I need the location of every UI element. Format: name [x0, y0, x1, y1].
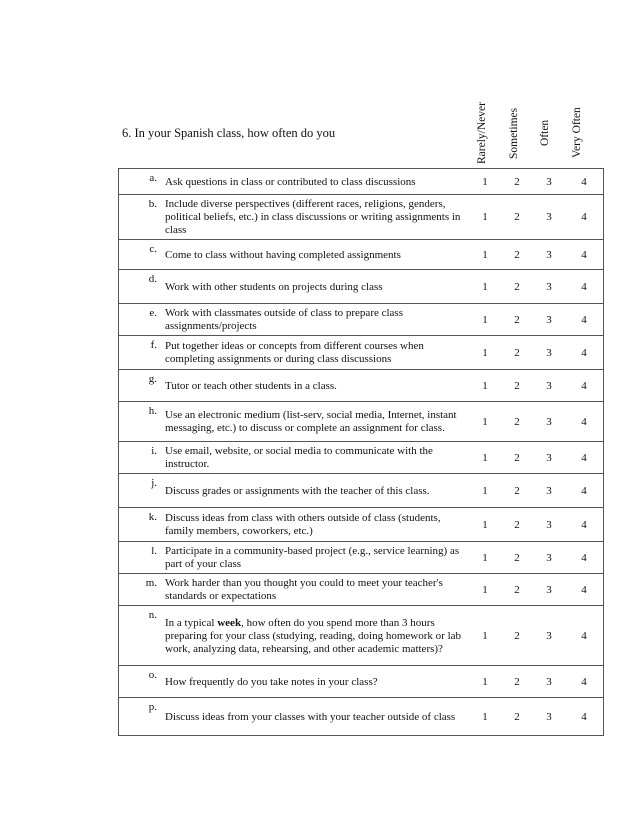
- item-text: Use email, website, or social media to communicate with the instructor.: [161, 442, 469, 474]
- item-text: Tutor or teach other students in a class.: [161, 370, 469, 402]
- survey-row: [119, 240, 604, 270]
- item-text: Participate in a community-based project (e.g., service learning) as part of your class: [161, 542, 469, 574]
- rating-option-2[interactable]: 2: [501, 370, 533, 402]
- survey-row: [119, 574, 604, 606]
- item-text: Come to class without having completed assignments: [161, 240, 469, 270]
- survey-row: [119, 474, 604, 508]
- rating-option-4[interactable]: 4: [565, 698, 604, 736]
- rating-option-1[interactable]: 1: [469, 606, 501, 666]
- item-text: How frequently do you take notes in your class?: [161, 666, 469, 698]
- item-letter: g.: [119, 370, 162, 402]
- rating-option-1[interactable]: 1: [469, 195, 501, 240]
- rating-option-3[interactable]: 3: [533, 606, 565, 666]
- rating-option-1[interactable]: 1: [469, 304, 501, 336]
- item-letter: o.: [119, 666, 162, 698]
- item-text-part: In a typical: [165, 616, 218, 629]
- item-text: Discuss ideas from class with others outside of class (students, family members, coworkers, etc.): [161, 508, 469, 542]
- item-letter: p.: [119, 698, 162, 736]
- column-header-rarely-never: Rarely/Never: [476, 102, 488, 164]
- item-text: Put together ideas or concepts from different courses when completing assignments or during class discussions: [161, 336, 469, 370]
- item-letter: k.: [119, 508, 162, 542]
- rating-option-4[interactable]: 4: [565, 195, 604, 240]
- item-letter: d.: [119, 270, 162, 304]
- rating-option-2[interactable]: 2: [501, 698, 533, 736]
- rating-option-1[interactable]: 1: [469, 542, 501, 574]
- rating-option-1[interactable]: 1: [469, 574, 501, 606]
- rating-option-3[interactable]: 3: [533, 370, 565, 402]
- rating-option-2[interactable]: 2: [501, 402, 533, 442]
- survey-row: [119, 698, 604, 736]
- item-letter: i.: [119, 442, 162, 474]
- rating-option-4[interactable]: 4: [565, 336, 604, 370]
- survey-row: [119, 195, 604, 240]
- rating-option-2[interactable]: 2: [501, 270, 533, 304]
- column-header-very-often: Very Often: [571, 107, 583, 158]
- item-text-part: , how often do you spend more than 3 hours preparing for your class (studying, reading, doing homework or lab work, analyzing data, rehearsing, and other academic matters)?: [165, 616, 462, 655]
- item-letter: h.: [119, 402, 162, 442]
- rating-option-2[interactable]: 2: [501, 574, 533, 606]
- rating-option-3[interactable]: 3: [533, 304, 565, 336]
- rating-option-1[interactable]: 1: [469, 442, 501, 474]
- rating-option-4[interactable]: 4: [565, 169, 604, 195]
- item-letter: m.: [119, 574, 162, 606]
- item-text: Work harder than you thought you could to meet your teacher's standards or expectations: [161, 574, 469, 606]
- rating-option-1[interactable]: 1: [469, 698, 501, 736]
- survey-row: [119, 542, 604, 574]
- rating-option-1[interactable]: 1: [469, 508, 501, 542]
- rating-option-3[interactable]: 3: [533, 336, 565, 370]
- rating-option-4[interactable]: 4: [565, 508, 604, 542]
- rating-option-2[interactable]: 2: [501, 336, 533, 370]
- column-header-often: Often: [539, 119, 551, 146]
- rating-option-4[interactable]: 4: [565, 370, 604, 402]
- rating-option-4[interactable]: 4: [565, 574, 604, 606]
- column-header-sometimes: Sometimes: [508, 107, 520, 159]
- rating-option-4[interactable]: 4: [565, 442, 604, 474]
- rating-option-2[interactable]: 2: [501, 240, 533, 270]
- rating-option-4[interactable]: 4: [565, 542, 604, 574]
- item-text: [161, 606, 469, 666]
- survey-row: [119, 169, 604, 195]
- rating-option-4[interactable]: 4: [565, 474, 604, 508]
- survey-row: [119, 442, 604, 474]
- rating-option-1[interactable]: 1: [469, 474, 501, 508]
- survey-row: [119, 304, 604, 336]
- rating-option-4[interactable]: 4: [565, 304, 604, 336]
- item-letter: c.: [119, 240, 162, 270]
- rating-option-4[interactable]: 4: [565, 666, 604, 698]
- rating-option-3[interactable]: 3: [533, 508, 565, 542]
- rating-option-1[interactable]: 1: [469, 402, 501, 442]
- rating-option-2[interactable]: 2: [501, 606, 533, 666]
- question-title: 6. In your Spanish class, how often do you: [122, 126, 336, 140]
- rating-option-3[interactable]: 3: [533, 698, 565, 736]
- rating-option-2[interactable]: 2: [501, 195, 533, 240]
- rating-option-1[interactable]: 1: [469, 336, 501, 370]
- rating-option-1[interactable]: 1: [469, 240, 501, 270]
- rating-option-3[interactable]: 3: [533, 574, 565, 606]
- survey-row: [119, 606, 604, 666]
- rating-option-2[interactable]: 2: [501, 666, 533, 698]
- item-letter: f.: [119, 336, 162, 370]
- rating-option-2[interactable]: 2: [501, 169, 533, 195]
- rating-option-2[interactable]: 2: [501, 442, 533, 474]
- item-letter: n.: [119, 606, 162, 666]
- item-text: Work with other students on projects during class: [161, 270, 469, 304]
- rating-option-3[interactable]: 3: [533, 195, 565, 240]
- survey-row: [119, 370, 604, 402]
- rating-option-4[interactable]: 4: [565, 606, 604, 666]
- item-letter: b.: [119, 195, 162, 240]
- survey-table-body: [119, 169, 604, 736]
- survey-row: [119, 336, 604, 370]
- item-text: Work with classmates outside of class to prepare class assignments/projects: [161, 304, 469, 336]
- rating-option-3[interactable]: 3: [533, 402, 565, 442]
- rating-option-1[interactable]: 1: [469, 270, 501, 304]
- rating-option-1[interactable]: 1: [469, 169, 501, 195]
- item-text: Use an electronic medium (list-serv, social media, Internet, instant messaging, etc.) to discuss or complete an assignment for class.: [161, 402, 469, 442]
- rating-option-1[interactable]: 1: [469, 370, 501, 402]
- rating-option-2[interactable]: 2: [501, 474, 533, 508]
- rating-option-4[interactable]: 4: [565, 270, 604, 304]
- item-text: Discuss ideas from your classes with your teacher outside of class: [161, 698, 469, 736]
- item-text: Ask questions in class or contributed to class discussions: [161, 169, 469, 195]
- rating-option-4[interactable]: 4: [565, 240, 604, 270]
- rating-option-2[interactable]: 2: [501, 542, 533, 574]
- survey-table: [118, 168, 604, 736]
- rating-option-3[interactable]: 3: [533, 666, 565, 698]
- rating-option-2[interactable]: 2: [501, 304, 533, 336]
- survey-row: [119, 270, 604, 304]
- item-text-emphasis: week: [217, 616, 242, 629]
- rating-option-3[interactable]: 3: [533, 169, 565, 195]
- survey-row: [119, 508, 604, 542]
- item-letter: e.: [119, 304, 162, 336]
- survey-row: [119, 666, 604, 698]
- item-letter: l.: [119, 542, 162, 574]
- rating-option-2[interactable]: 2: [501, 508, 533, 542]
- rating-option-3[interactable]: 3: [533, 270, 565, 304]
- rating-option-1[interactable]: 1: [469, 666, 501, 698]
- item-text: Include diverse perspectives (different races, religions, genders, political beliefs, etc.) in class discussions or writing assignments in class: [161, 195, 469, 240]
- item-text: Discuss grades or assignments with the teacher of this class.: [161, 474, 469, 508]
- survey-row: [119, 402, 604, 442]
- rating-option-3[interactable]: 3: [533, 240, 565, 270]
- item-letter: j.: [119, 474, 162, 508]
- rating-option-3[interactable]: 3: [533, 442, 565, 474]
- rating-option-3[interactable]: 3: [533, 542, 565, 574]
- rating-option-4[interactable]: 4: [565, 402, 604, 442]
- rating-option-3[interactable]: 3: [533, 474, 565, 508]
- item-letter: a.: [119, 169, 162, 195]
